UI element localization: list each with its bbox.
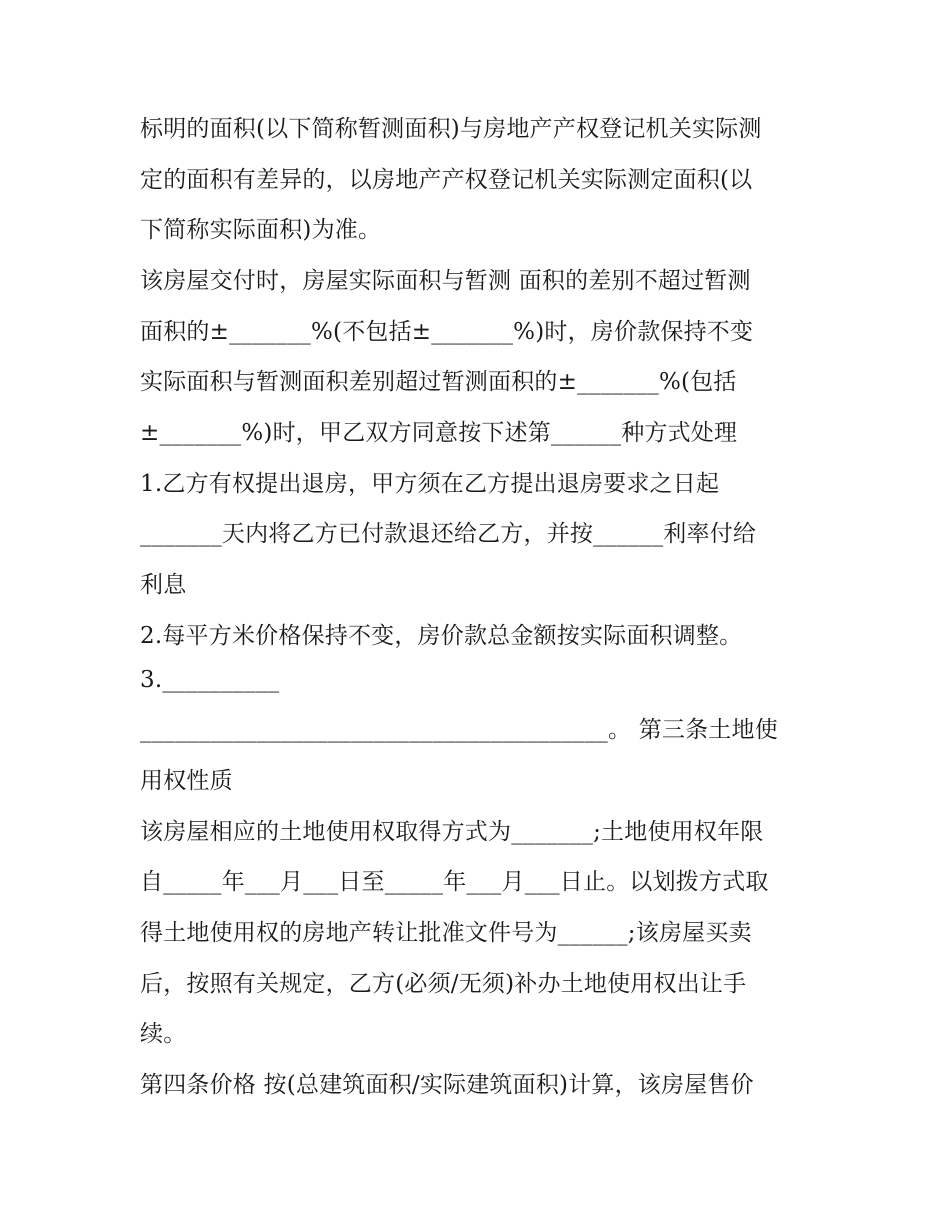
text-line: 该房屋交付时，房屋实际面积与暂测 面积的差别不超过暂测: [140, 268, 751, 294]
text-line: 该房屋相应的土地使用权取得方式为_______;土地使用权年限: [140, 819, 764, 845]
text-line: ________________________________________。 第三条土地使: [140, 717, 778, 743]
text-line: 面积的±_______%(不包括±_______%)时，房价款保持不变: [140, 319, 754, 345]
text-line: 1.乙方有权提出退房，甲方须在乙方提出退房要求之日起: [140, 471, 720, 497]
text-line: 得土地使用权的房地产转让批准文件号为______;该房屋买卖: [140, 920, 752, 946]
text-line: 实际面积与暂测面积差别超过暂测面积的±_______%(包括: [140, 369, 737, 395]
text-line: 自_____年___月___日至_____年___月___日止。以划拨方式取: [140, 869, 769, 895]
text-line: ±_______%)时，甲乙双方同意按下述第______种方式处理: [140, 420, 738, 446]
text-line: 续。: [140, 1021, 187, 1047]
text-line: 定的面积有差异的，以房地产产权登记机关实际测定面积(以: [140, 167, 753, 193]
text-line: 2.每平方米价格保持不变，房价款总金额按实际面积调整。: [140, 623, 743, 649]
text-line: 下简称实际面积)为准。: [140, 217, 382, 243]
text-line: 利息: [140, 572, 187, 598]
text-line: 3.__________: [140, 667, 280, 693]
text-line: _______天内将乙方已付款退还给乙方，并按______利率付给: [140, 521, 757, 547]
text-line: 用权性质: [140, 768, 233, 794]
text-line: 标明的面积(以下简称暂测面积)与房地产产权登记机关实际测: [140, 116, 762, 142]
text-line: 后，按照有关规定，乙方(必须/无须)补办土地使用权出让手: [140, 971, 747, 997]
text-line: 第四条价格 按(总建筑面积/实际建筑面积)计算，该房屋售价: [140, 1072, 754, 1098]
